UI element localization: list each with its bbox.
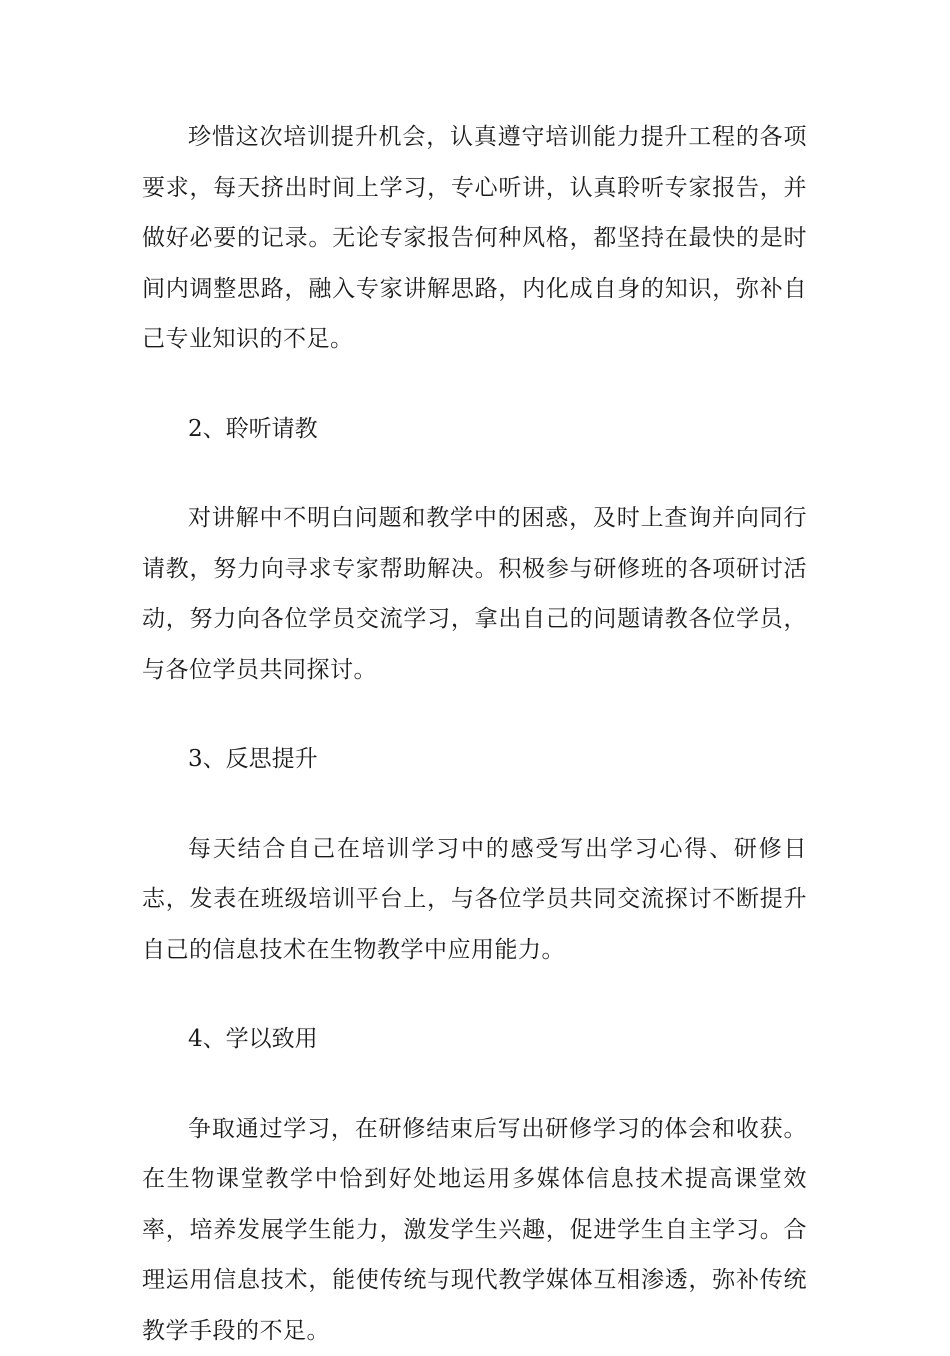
paragraph-study-commitment: 珍惜这次培训提升机会，认真遵守培训能力提升工程的各项要求，每天挤出时间上学习，专心听讲，认真聆听专家报告，并做好必要的记录。无论专家报告何种风格，都坚持在最快的是时间内调整思路，融入专家讲解思路，内化成自身的知识，弥补自己专业知识的不足。 [142,112,807,365]
section-heading-listen-consult: 2、聆听请教 [142,404,807,455]
paragraph-gap [142,1065,807,1104]
document-page [142,112,807,1356]
paragraph-apply-learning: 争取通过学习，在研修结束后写出研修学习的体会和收获。在生物课堂教学中恰到好处地运用多媒体信息技术提高课堂效率，培养发展学生能力，激发学生兴趣，促进学生自主学习。合理运用信息技术，能使传统与现代教学媒体互相渗透，弥补传统教学手段的不足。 [142,1104,807,1356]
paragraph-gap [142,975,807,1014]
section-heading-reflect-improve: 3、反思提升 [142,734,807,785]
paragraph-gap [142,454,807,493]
paragraph-gap [142,365,807,404]
paragraph-listen-consult: 对讲解中不明白问题和教学中的困惑，及时上查询并向同行请教，努力向寻求专家帮助解决。积极参与研修班的各项研讨活动，努力向各位学员交流学习，拿出自己的问题请教各位学员，与各位学员共同探讨。 [142,493,807,695]
section-heading-apply-learning: 4、学以致用 [142,1014,807,1065]
paragraph-reflect-improve: 每天结合自己在培训学习中的感受写出学习心得、研修日志，发表在班级培训平台上，与各位学员共同交流探讨不断提升自己的信息技术在生物教学中应用能力。 [142,824,807,976]
paragraph-gap [142,695,807,734]
paragraph-gap [142,785,807,824]
